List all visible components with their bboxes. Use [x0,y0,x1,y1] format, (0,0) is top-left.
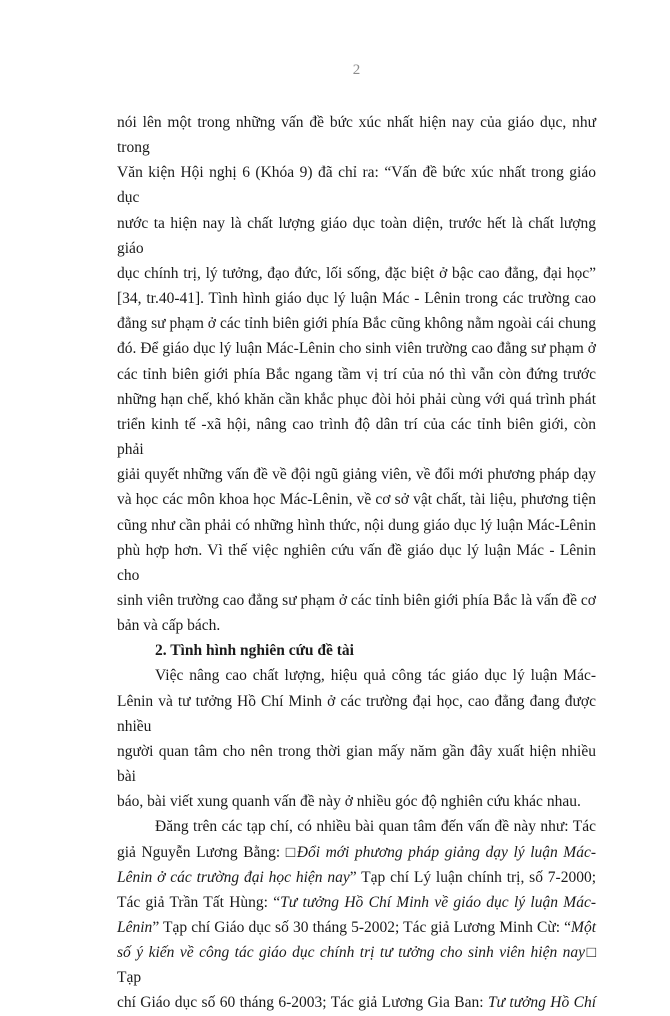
text-line [117,940,596,990]
text-segment: các tỉnh biên giới phía Bắc ngang tầm vị trí của nó thì vẫn còn đứng trước [117,365,596,383]
italic-text-segment: Tư tưởng Hồ Chí [487,994,596,1012]
document-text [117,110,596,1016]
italic-text-segment: Một [571,919,596,936]
text-line [117,689,596,739]
text-line [117,739,596,789]
text-segment: đẳng sư phạm ở các tỉnh biên giới phía Bắc cũng không nằm ngoài cái chung [117,315,596,333]
text-line [117,513,596,538]
text-segment: 2. Tình hình nghiên cứu đề tài [155,642,354,660]
text-segment: những hạn chế, khó khăn cần khắc phục đòi hỏi phải cùng với quá trình phát [117,390,596,408]
text-segment: □ Tạp [117,944,596,987]
text-segment: giả Nguyễn Lương Bằng: □ [117,843,297,861]
italic-text-segment: Lênin [117,919,153,936]
text-segment: dục chính trị, lý tưởng, đạo đức, lối sống, đặc biệt ở bậc cao đẳng, đại học” [117,264,596,282]
text-segment: đó. Để giáo dục lý luận Mác-Lênin cho sinh viên trường cao đẳng sư phạm ở [117,340,596,358]
text-segment: và học các môn khoa học Mác-Lênin, về cơ sở vật chất, tài liệu, phương tiện [117,491,596,509]
text-line [117,915,596,940]
text-line [117,814,596,839]
text-segment: Đăng trên các tạp chí, có nhiều bài quan tâm đến vấn đề này như: Tác [155,818,596,836]
text-segment: Văn kiện Hội nghị 6 (Khóa 9) đã chỉ ra: “Vấn đề bức xúc nhất trong giáo dục [117,164,596,207]
italic-text-segment: Lênin ở các trường đại học hiện nay [117,868,350,886]
text-line [117,261,596,286]
text-line [117,865,596,890]
text-segment: nói lên một trong những vấn đề bức xúc nhất hiện nay của giáo dục, như trong [117,114,596,157]
text-segment: nước ta hiện nay là chất lượng giáo dục toàn diện, trước hết là chất lượng giáo [117,214,596,257]
text-line [117,412,596,462]
text-line [117,387,596,412]
text-line [117,487,596,512]
text-line [117,840,596,865]
text-line [117,613,596,638]
text-segment: [34, tr.40-41]. Tình hình giáo dục lý luận Mác - Lênin trong các trường cao [117,290,596,308]
text-line [117,336,596,361]
italic-text-segment: số ý kiến về công tác giáo dục chính trị tư tưởng cho sinh viên hiện nay [117,944,586,962]
text-segment: báo, bài viết xung quanh vấn đề này ở nhiều góc độ nghiên cứu khác nhau. [117,793,581,811]
text-line [117,789,596,814]
text-line [117,538,596,588]
text-line [117,990,596,1015]
text-segment: chí Giáo dục số 60 tháng 6-2003; Tác giả Lương Gia Ban: [117,994,488,1012]
page-number: 2 [352,62,361,78]
section-heading [117,638,596,663]
text-line [117,588,596,613]
text-line [117,663,596,688]
text-segment: Việc nâng cao chất lượng, hiệu quả công tác giáo dục lý luận Mác- [155,667,596,685]
text-line [117,160,596,210]
text-segment: giải quyết những vấn đề về đội ngũ giảng viên, về đổi mới phương pháp dạy [117,466,596,484]
text-segment: cũng như cần phải có những hình thức, nội dung giáo dục lý luận Mác-Lênin [117,516,596,534]
text-line [117,286,596,311]
text-segment: bản và cấp bách. [117,617,221,635]
text-line [117,211,596,261]
italic-text-segment: Đổi mới phương pháp giảng dạy lý luận Mác- [296,843,596,861]
text-segment: người quan tâm cho nên trong thời gian mấy năm gần đây xuất hiện nhiều bài [117,742,596,786]
text-line [117,362,596,387]
italic-text-segment: Tư tưởng Hồ Chí Minh về giáo dục lý luận Mác- [280,893,596,911]
text-segment: ” Tạp chí Lý luận chính trị, số 7-2000; [349,868,597,886]
text-segment: triển kinh tế -xã hội, nâng cao trình độ dân trí của các tỉnh biên giới, còn phải [117,415,596,459]
text-segment: Tác giả Trần Tất Hùng: “ [117,893,281,911]
text-line [117,890,596,915]
text-segment: sinh viên trường cao đẳng sư phạm ở các tỉnh biên giới phía Bắc là vấn đề cơ [117,591,596,609]
text-line [117,311,596,336]
text-segment: ” Tạp chí Giáo dục số 30 tháng 5-2002; Tác giả Lương Minh Cừ: “ [152,919,572,936]
text-segment: Lênin và tư tưởng Hồ Chí Minh ở các trường đại học, cao đẳng đang được nhiều [117,692,596,735]
text-line [117,110,596,160]
text-line [117,462,596,487]
text-segment: phù hợp hơn. Vì thế việc nghiên cứu vấn đề giáo dục lý luận Mác - Lênin cho [117,541,596,584]
